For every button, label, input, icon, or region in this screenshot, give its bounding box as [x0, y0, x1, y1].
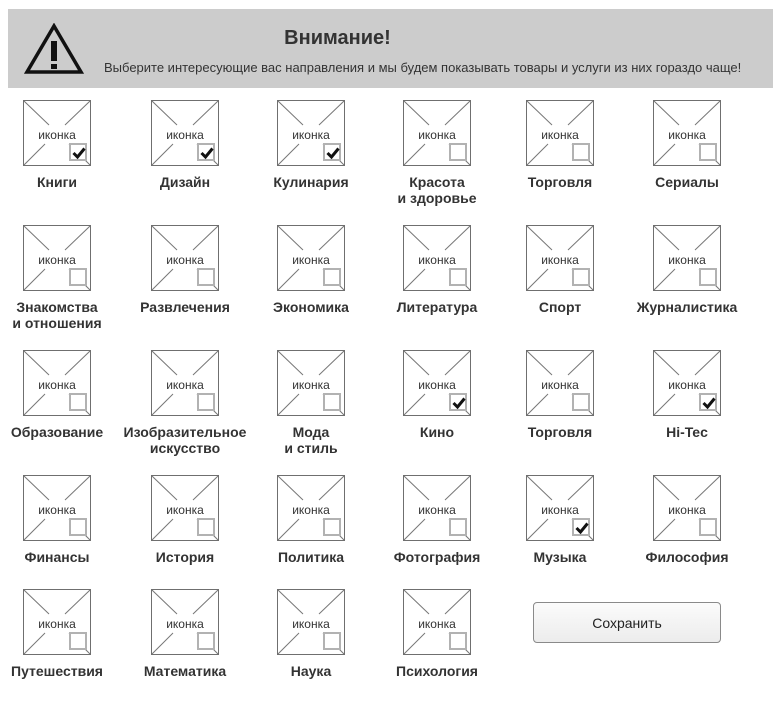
icon-placeholder-label: иконка [38, 128, 76, 142]
image-placeholder-icon[interactable] [151, 475, 219, 541]
category-label: Торговля [527, 174, 593, 190]
image-placeholder-icon[interactable] [277, 475, 345, 541]
icon-placeholder-label: иконка [541, 253, 579, 267]
category-label: Музыка [533, 549, 587, 565]
icon-placeholder-label: иконка [668, 503, 706, 517]
category-label: Экономика [273, 299, 349, 315]
image-placeholder-icon[interactable] [526, 225, 594, 291]
icon-placeholder-label: иконка [38, 617, 76, 631]
category-label: Развлечения [140, 299, 230, 315]
icon-placeholder-label: иконка [418, 253, 456, 267]
category-checkbox[interactable] [69, 393, 87, 411]
category-label: Фотография [393, 549, 481, 565]
category-label: Знакомства и отношения [12, 299, 102, 331]
category-label: Финансы [24, 549, 90, 565]
image-placeholder-icon[interactable] [151, 350, 219, 416]
icon-placeholder-label: иконка [541, 128, 579, 142]
image-placeholder-icon[interactable] [526, 475, 594, 541]
image-placeholder-icon[interactable] [23, 589, 91, 655]
category-checkbox[interactable] [449, 268, 467, 286]
checkmark-icon [72, 146, 86, 160]
category-checkbox[interactable] [572, 393, 590, 411]
category-label: Образование [10, 424, 104, 440]
category-checkbox[interactable] [572, 268, 590, 286]
icon-placeholder-label: иконка [418, 617, 456, 631]
image-placeholder-icon[interactable] [23, 225, 91, 291]
image-placeholder-icon[interactable] [151, 589, 219, 655]
category-label: Спорт [538, 299, 582, 315]
category-label: Политика [277, 549, 345, 565]
category-label: Математика [143, 663, 227, 679]
icon-placeholder-label: иконка [166, 128, 204, 142]
icon-placeholder-label: иконка [166, 617, 204, 631]
image-placeholder-icon[interactable] [23, 100, 91, 166]
attention-banner [8, 9, 773, 88]
image-placeholder-icon[interactable] [151, 100, 219, 166]
category-checkbox[interactable] [449, 393, 467, 411]
icon-placeholder-label: иконка [292, 128, 330, 142]
category-checkbox[interactable] [699, 143, 717, 161]
category-checkbox[interactable] [323, 268, 341, 286]
image-placeholder-icon[interactable] [653, 475, 721, 541]
icon-placeholder-label: иконка [292, 378, 330, 392]
category-checkbox[interactable] [323, 632, 341, 650]
banner-title [8, 27, 773, 50]
banner-title-text: Внимание! [284, 27, 391, 49]
image-placeholder-icon[interactable] [526, 100, 594, 166]
icon-placeholder-label: иконка [418, 378, 456, 392]
image-placeholder-icon[interactable] [653, 225, 721, 291]
category-label: Дизайн [159, 174, 211, 190]
category-label: Изобразительное искусство [123, 424, 247, 456]
image-placeholder-icon[interactable] [653, 100, 721, 166]
category-label: Журналистика [636, 299, 738, 315]
image-placeholder-icon[interactable] [403, 225, 471, 291]
icon-placeholder-label: иконка [668, 128, 706, 142]
image-placeholder-icon[interactable] [403, 589, 471, 655]
icon-placeholder-label: иконка [418, 128, 456, 142]
checkmark-icon [575, 521, 589, 535]
icon-placeholder-label: иконка [166, 253, 204, 267]
category-label: Сериалы [655, 174, 719, 190]
icon-placeholder-label: иконка [418, 503, 456, 517]
image-placeholder-icon[interactable] [151, 225, 219, 291]
icon-placeholder-label: иконка [292, 617, 330, 631]
category-label: Философия [645, 549, 729, 565]
save-button[interactable]: Сохранить [533, 602, 721, 643]
icon-placeholder-label: иконка [541, 503, 579, 517]
icon-placeholder-label: иконка [292, 503, 330, 517]
image-placeholder-icon[interactable] [526, 350, 594, 416]
category-checkbox[interactable] [197, 632, 215, 650]
icon-placeholder-label: иконка [668, 253, 706, 267]
category-checkbox[interactable] [323, 143, 341, 161]
icon-placeholder-label: иконка [166, 378, 204, 392]
image-placeholder-icon[interactable] [403, 475, 471, 541]
banner-text: Выберите интересующие вас направления и мы будем показывать товары и услуги из них гораздо чаще! [104, 60, 742, 75]
category-label: Hi-Tec [666, 424, 708, 440]
icon-placeholder-label: иконка [541, 378, 579, 392]
image-placeholder-icon[interactable] [277, 100, 345, 166]
icon-placeholder-label: иконка [38, 253, 76, 267]
category-label: Психология [396, 663, 478, 679]
category-label: Литература [396, 299, 478, 315]
category-checkbox[interactable] [197, 393, 215, 411]
category-label: Торговля [527, 424, 593, 440]
icon-placeholder-label: иконка [166, 503, 204, 517]
category-checkbox[interactable] [197, 143, 215, 161]
category-label: История [155, 549, 215, 565]
category-checkbox[interactable] [69, 632, 87, 650]
category-checkbox[interactable] [449, 143, 467, 161]
category-label: Книги [36, 174, 78, 190]
image-placeholder-icon[interactable] [653, 350, 721, 416]
image-placeholder-icon[interactable] [277, 350, 345, 416]
icon-placeholder-label: иконка [38, 503, 76, 517]
image-placeholder-icon[interactable] [277, 589, 345, 655]
category-checkbox[interactable] [197, 518, 215, 536]
category-label: Мода и стиль [284, 424, 338, 456]
icon-placeholder-label: иконка [668, 378, 706, 392]
image-placeholder-icon[interactable] [277, 225, 345, 291]
checkmark-icon [326, 146, 340, 160]
category-label: Наука [290, 663, 332, 679]
category-label: Красота и здоровье [397, 174, 477, 206]
category-checkbox[interactable] [699, 268, 717, 286]
image-placeholder-icon[interactable] [23, 475, 91, 541]
icon-placeholder-label: иконка [292, 253, 330, 267]
category-label: Кулинария [273, 174, 349, 190]
checkmark-icon [452, 396, 466, 410]
category-checkbox[interactable] [449, 518, 467, 536]
category-checkbox[interactable] [69, 143, 87, 161]
icon-placeholder-label: иконка [38, 378, 76, 392]
category-checkbox[interactable] [699, 518, 717, 536]
category-checkbox[interactable] [572, 518, 590, 536]
checkmark-icon [200, 146, 214, 160]
category-checkbox[interactable] [197, 268, 215, 286]
category-checkbox[interactable] [572, 143, 590, 161]
category-checkbox[interactable] [323, 518, 341, 536]
category-checkbox[interactable] [69, 518, 87, 536]
category-checkbox[interactable] [699, 393, 717, 411]
category-checkbox[interactable] [323, 393, 341, 411]
category-checkbox[interactable] [69, 268, 87, 286]
image-placeholder-icon[interactable] [403, 350, 471, 416]
image-placeholder-icon[interactable] [403, 100, 471, 166]
category-checkbox[interactable] [449, 632, 467, 650]
category-label: Кино [419, 424, 455, 440]
category-label: Путешествия [11, 663, 103, 679]
checkmark-icon [702, 396, 716, 410]
image-placeholder-icon[interactable] [23, 350, 91, 416]
